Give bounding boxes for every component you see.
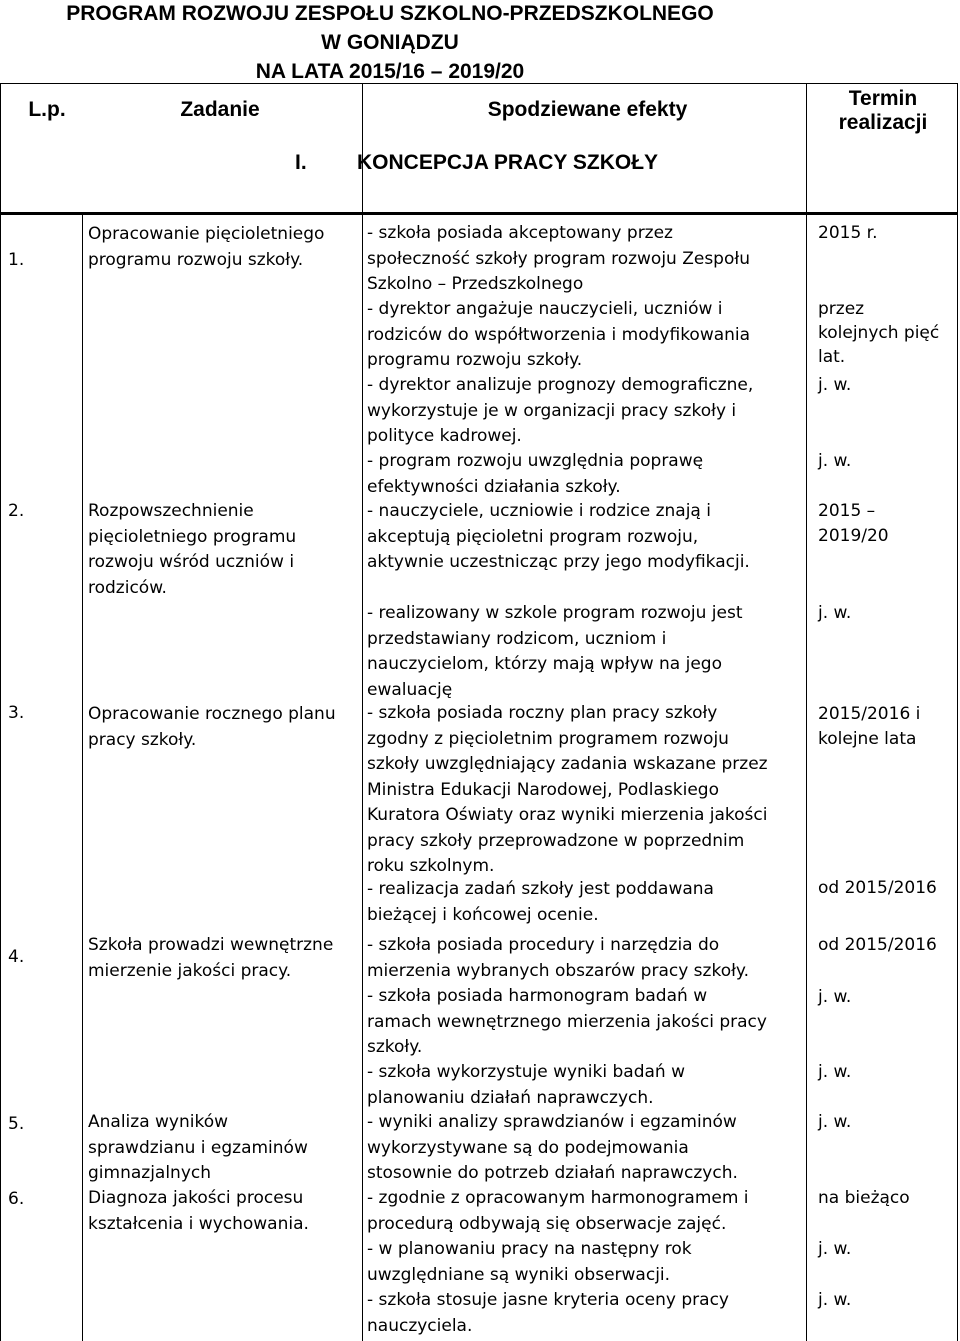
effect-line: - realizowany w szkole program rozwoju jest [367, 603, 743, 623]
task-line: kształcenia i wychowania. [88, 1213, 309, 1234]
effect-line: - szkoła posiada procedury i narzędzia do [367, 935, 720, 955]
task-line: sprawdzianu i egzaminów [88, 1137, 308, 1158]
effect-item [367, 984, 797, 1061]
effect-line: - szkoła wykorzystuje wyniki badań w [367, 1062, 686, 1082]
term-line: kolejne lata [818, 729, 917, 749]
effect-line: wykorzystywane są do podejmowania [367, 1137, 689, 1158]
effect-line: pracy szkoły przeprowadzone w poprzednim [367, 830, 745, 851]
table-right-border [957, 83, 958, 1341]
effect-line: - szkoła posiada harmonogram badań w [367, 986, 708, 1006]
task-text [88, 1110, 360, 1187]
effect-line: procedurą odbywają się obserwacje zajęć. [367, 1213, 727, 1234]
term-item [818, 449, 956, 474]
effect-line: ramach wewnętrznego mierzenia jakości pracy [367, 1011, 767, 1032]
header-term-line-1: Termin [848, 87, 918, 110]
effect-line: - nauczyciele, uczniowie i rodzice znają i [367, 501, 711, 521]
term-item [818, 1288, 956, 1313]
title-line-3: NA LATA 2015/16 – 2019/20 [255, 60, 525, 83]
effect-item [367, 933, 797, 984]
term-line: j. w. [818, 1062, 852, 1082]
term-item [818, 876, 956, 901]
term-item [818, 702, 956, 752]
table-top-border [0, 83, 957, 84]
effect-item [367, 701, 797, 880]
task-text [88, 1186, 360, 1237]
table-left-border [0, 83, 1, 1341]
task-line: pięcioletniego programu [88, 526, 297, 547]
term-item [818, 221, 956, 246]
term-line: od 2015/2016 [818, 878, 937, 898]
effect-item [367, 221, 797, 298]
effect-item [367, 1186, 797, 1237]
effect-line: - program rozwoju uwzględnia poprawę [367, 451, 704, 471]
effect-line: wykorzystuje je w organizacji pracy szkoły i [367, 400, 737, 421]
task-line: rodziców. [88, 577, 167, 598]
term-line: od 2015/2016 [818, 935, 937, 955]
task-line: Rozpowszechnienie [88, 501, 254, 521]
task-line: Opracowanie pięcioletniego [88, 224, 325, 244]
task-line: gimnazjalnych [88, 1163, 212, 1183]
task-number: 4. [8, 947, 25, 967]
term-item [818, 1186, 956, 1211]
term-line: przez [818, 299, 865, 319]
effect-line: efektywności działania szkoły. [367, 476, 621, 497]
term-item [818, 933, 956, 958]
task-line: Szkoła prowadzi wewnętrzne [88, 935, 334, 955]
header-lp: L.p. [28, 98, 66, 121]
task-number: 6. [8, 1189, 25, 1209]
task-line: pracy szkoły. [88, 729, 197, 750]
term-line: kolejnych pięć [818, 323, 940, 343]
effect-line: - szkoła posiada roczny plan pracy szkoły [367, 703, 718, 723]
effect-line: - wyniki analizy sprawdzianów i egzaminów [367, 1112, 737, 1132]
col-divider-2 [362, 83, 363, 1341]
effect-item [367, 373, 797, 450]
effect-item [367, 499, 797, 576]
effect-line: zgodny z pięcioletnim programem rozwoju [367, 728, 729, 749]
task-number: 3. [8, 703, 25, 723]
effect-line: - realizacja zadań szkoły jest poddawana [367, 879, 714, 899]
effect-line: programu rozwoju szkoły. [367, 350, 583, 370]
effect-line: akceptują pięcioletni program rozwoju, [367, 526, 699, 547]
header-effects: Spodziewane efekty [487, 98, 688, 121]
task-line: Diagnoza jakości procesu [88, 1188, 304, 1208]
effect-line: - dyrektor analizuje prognozy demograficzne, [367, 375, 754, 395]
effect-item [367, 1110, 797, 1187]
effect-line: Szkolno – Przedszkolnego [367, 274, 584, 294]
term-item [818, 1237, 956, 1262]
effect-line: szkoły. [367, 1037, 423, 1057]
effect-line: mierzenia wybranych obszarów pracy szkoły. [367, 960, 749, 981]
effect-item [367, 1237, 797, 1288]
effect-line: przedstawiany rodzicom, uczniom i [367, 628, 667, 649]
term-line: 2015 – [818, 501, 876, 521]
col-divider-3 [806, 83, 807, 1341]
effect-line: społeczność szkoły program rozwoju Zespołu [367, 248, 750, 269]
term-item [818, 985, 956, 1010]
term-item [818, 373, 956, 398]
task-text [88, 933, 360, 984]
term-item [818, 297, 956, 369]
term-line: 2019/20 [818, 526, 889, 546]
col-divider-1 [82, 212, 83, 1341]
title-line-2: W GONIĄDZU [321, 31, 459, 54]
term-line: 2015 r. [818, 223, 878, 243]
term-line: j. w. [818, 1239, 852, 1259]
task-number: 1. [8, 250, 25, 270]
header-bottom-border [0, 212, 957, 215]
title-line-1: PROGRAM ROZWOJU ZESPOŁU SZKOLNO-PRZEDSZKOLNEGO [66, 2, 714, 25]
term-item [818, 601, 956, 626]
task-line: programu rozwoju szkoły. [88, 249, 304, 270]
section-title: KONCEPCJA PRACY SZKOŁY [357, 151, 659, 174]
term-line: lat. [818, 347, 846, 367]
effect-line: bieżącej i końcowej ocenie. [367, 904, 599, 925]
effect-line: rodziców do współtworzenia i modyfikowania [367, 324, 751, 345]
effect-line: - dyrektor angażuje nauczycieli, uczniów i [367, 299, 723, 319]
effect-line: ewaluację [367, 679, 453, 700]
effect-item [367, 877, 797, 928]
effect-line: planowaniu działań naprawczych. [367, 1087, 654, 1108]
term-item [818, 1110, 956, 1135]
header-task: Zadanie [180, 98, 260, 121]
effect-line: polityce kadrowej. [367, 426, 522, 446]
effect-item [367, 1060, 797, 1111]
term-item [818, 499, 956, 549]
task-line: rozwoju wśród uczniów i [88, 552, 295, 572]
effect-line: Ministra Edukacji Narodowej, Podlaskiego [367, 779, 719, 800]
task-line: Analiza wyników [88, 1112, 229, 1132]
section-numeral: I. [295, 151, 307, 174]
task-line: mierzenie jakości pracy. [88, 960, 292, 981]
effect-item [367, 297, 797, 374]
header-term-line-2: realizacji [838, 111, 928, 134]
task-line: Opracowanie rocznego planu [88, 704, 336, 724]
effect-line: nauczycielom, którzy mają wpływ na jego [367, 654, 722, 674]
term-line: j. w. [818, 1112, 852, 1132]
effect-line: stosownie do potrzeb działań naprawczych. [367, 1163, 738, 1183]
term-line: j. w. [818, 603, 852, 623]
effect-line: roku szkolnym. [367, 856, 495, 876]
term-item [818, 1060, 956, 1085]
task-text [88, 702, 360, 753]
effect-item [367, 601, 797, 703]
effect-line: Kuratora Oświaty oraz wyniki mierzenia jakości [367, 805, 768, 825]
effect-line: - zgodnie z opracowanym harmonogramem i [367, 1188, 749, 1208]
term-line: na bieżąco [818, 1188, 910, 1208]
effect-item [367, 1288, 797, 1339]
term-line: j. w. [818, 451, 852, 471]
effect-line: - szkoła posiada akceptowany przez [367, 223, 673, 243]
task-number: 5. [8, 1114, 25, 1134]
task-number: 2. [8, 501, 25, 521]
effect-item [367, 449, 797, 500]
effect-line: uwzględniane są wyniki obserwacji. [367, 1264, 671, 1285]
term-line: j. w. [818, 1290, 852, 1310]
task-text [88, 499, 360, 601]
term-line: j. w. [818, 375, 852, 395]
task-text [88, 222, 360, 273]
term-line: 2015/2016 i [818, 704, 921, 724]
term-line: j. w. [818, 987, 852, 1007]
effect-line: szkoły uwzględniający zadania wskazane przez [367, 754, 768, 774]
effect-line: - szkoła stosuje jasne kryteria oceny pracy [367, 1290, 729, 1310]
effect-line: - w planowaniu pracy na następny rok [367, 1239, 692, 1259]
effect-line: aktywnie uczestnicząc przy jego modyfikacji. [367, 552, 750, 572]
effect-line: nauczyciela. [367, 1315, 473, 1336]
